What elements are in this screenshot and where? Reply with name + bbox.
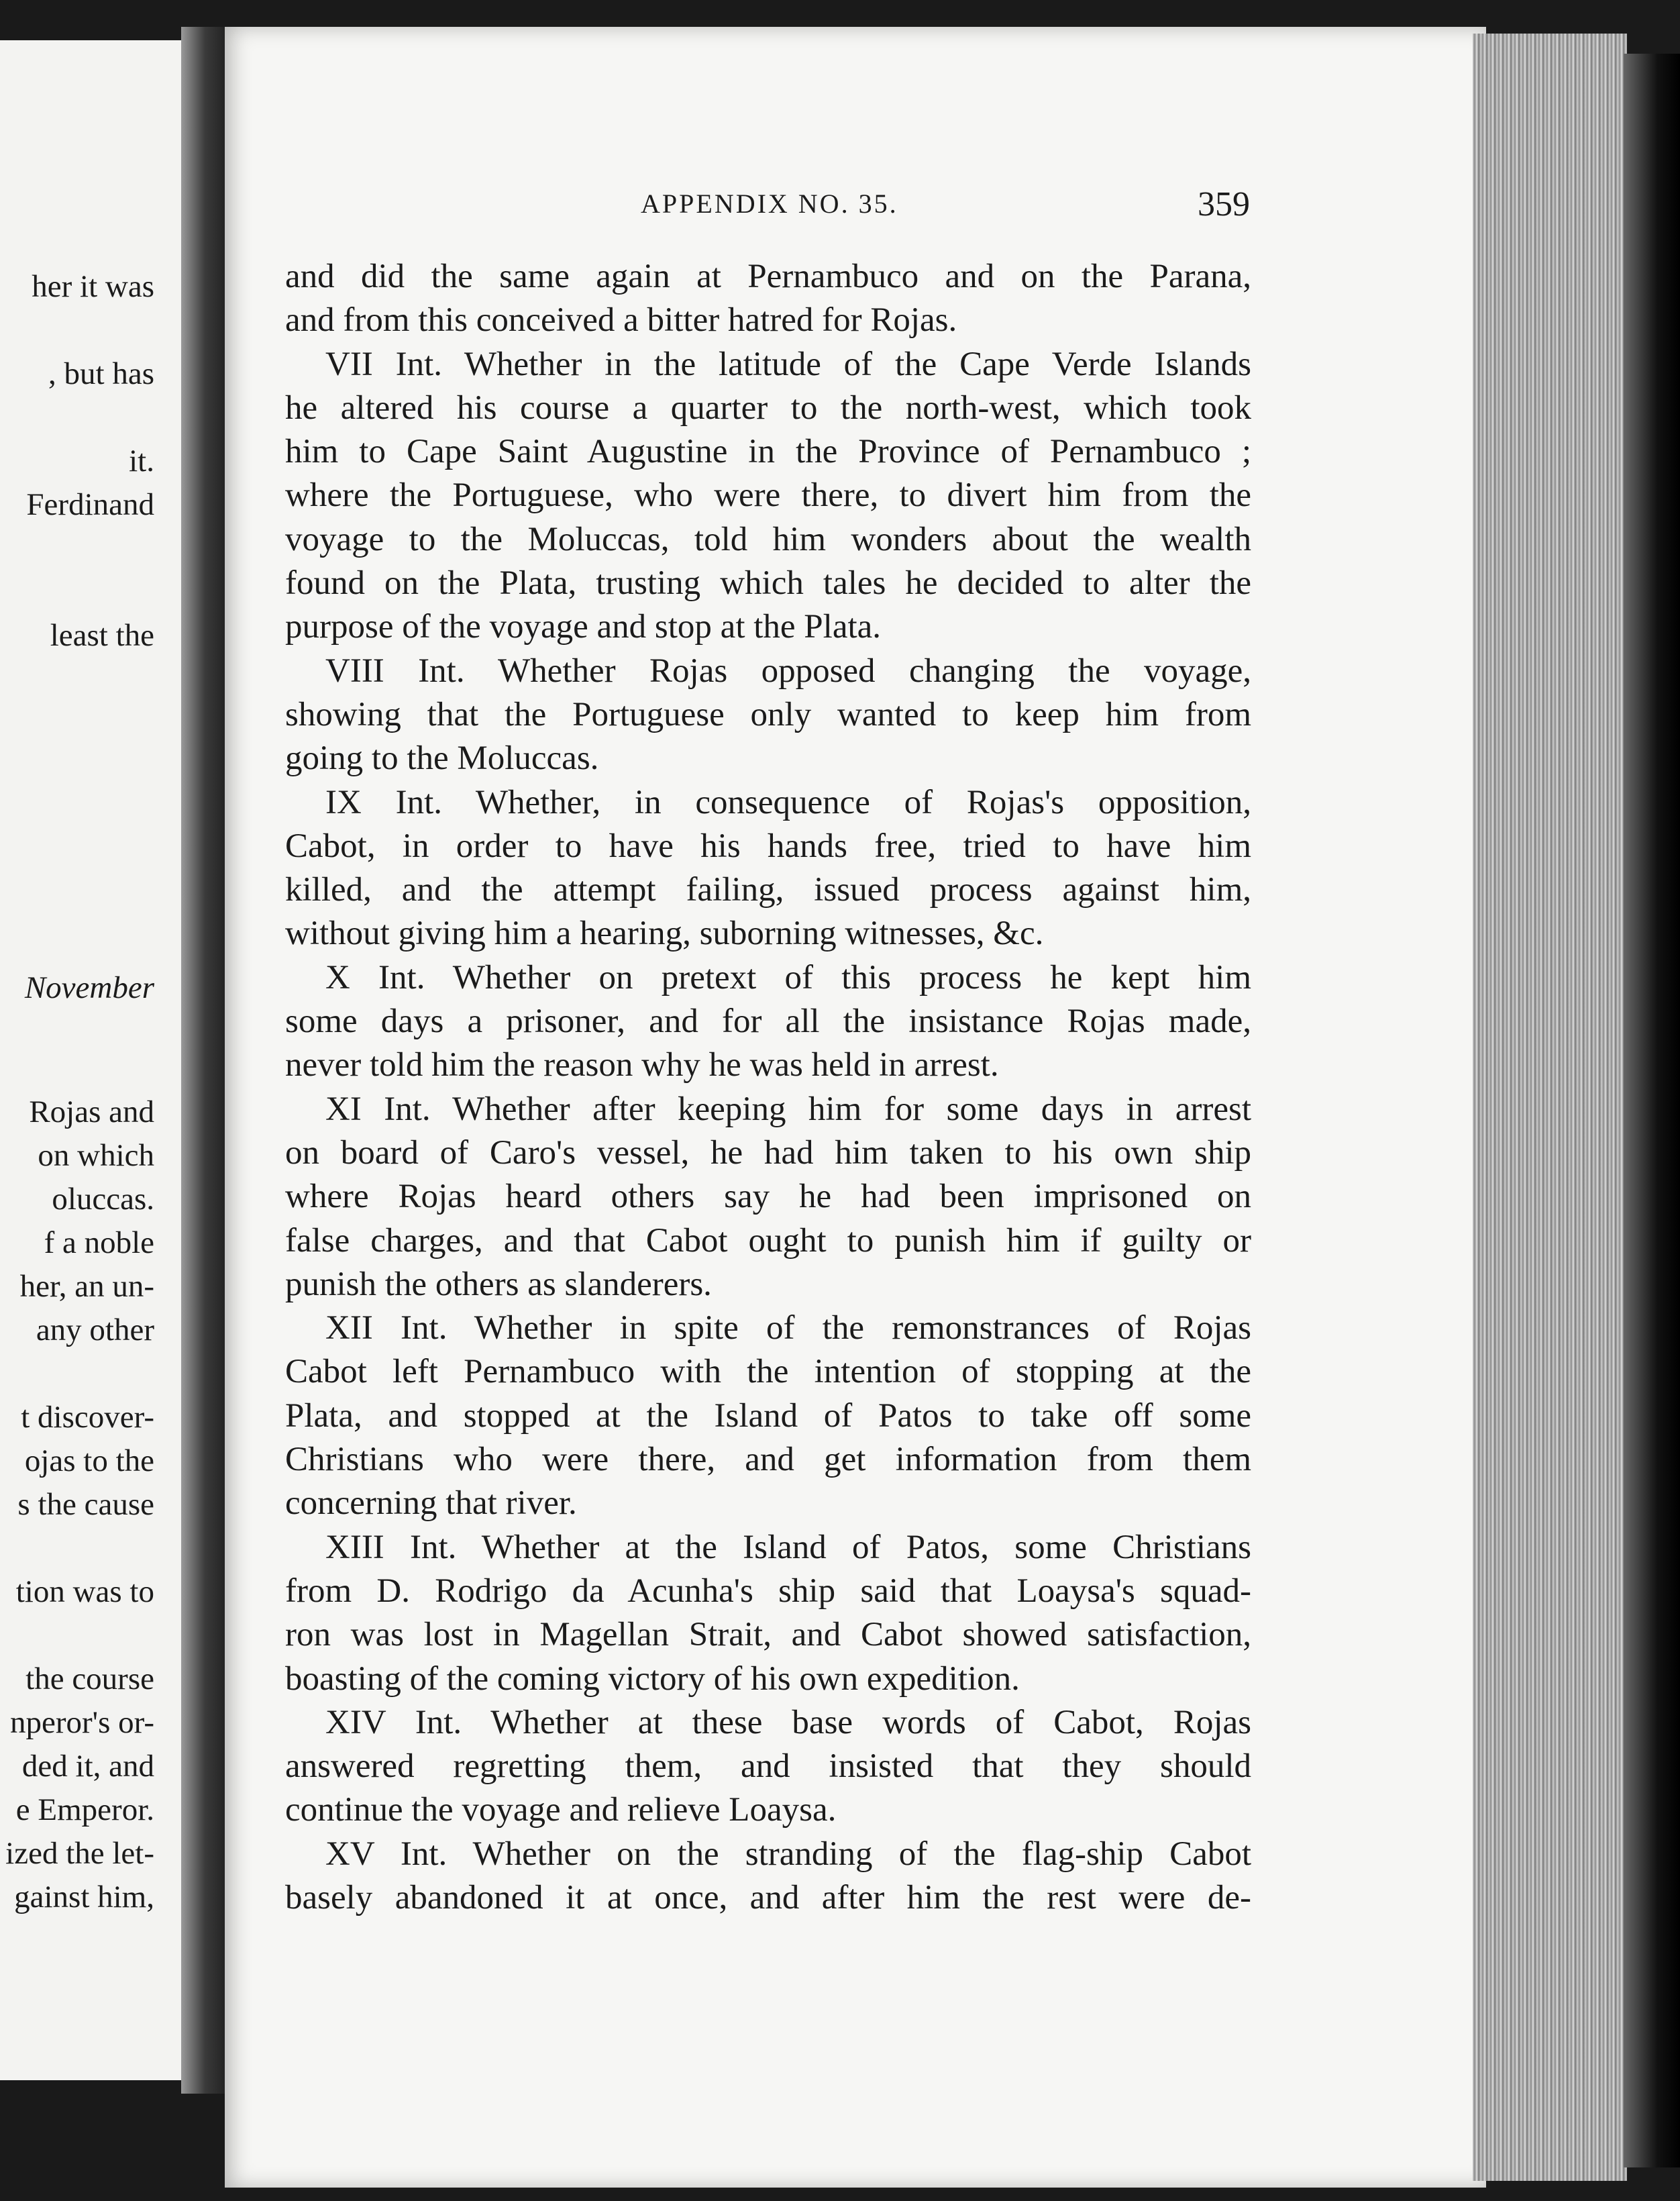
text-line: without giving him a hearing, suborning witnesses, &c. xyxy=(285,915,1044,953)
left-page-line: t discover- xyxy=(21,1400,154,1435)
text-line: voyage to the Moluccas, told him wonders about the wealth xyxy=(285,520,1251,558)
text-line: some days a prisoner, and for all the insistance Rojas made, xyxy=(285,1003,1251,1041)
text-line: XII Int. Whether in spite of the remonstrances of Rojas xyxy=(325,1309,1251,1347)
page-edges xyxy=(1473,34,1627,2181)
text-line: Cabot left Pernambuco with the intention of stopping at the xyxy=(285,1353,1251,1391)
text-line: him to Cape Saint Augustine in the Province of Pernambuco ; xyxy=(285,433,1251,471)
left-page-line: least the xyxy=(50,618,154,653)
text-line: from D. Rodrigo da Acunha's ship said that Loaysa's squad- xyxy=(285,1572,1251,1610)
text-line: false charges, and that Cabot ought to punish him if guilty or xyxy=(285,1221,1251,1260)
text-line: XV Int. Whether on the stranding of the flag-ship Cabot xyxy=(325,1835,1251,1873)
left-page-line: Ferdinand xyxy=(26,487,154,522)
left-page-line: e Emperor. xyxy=(15,1792,154,1827)
left-page-line: oluccas. xyxy=(52,1182,154,1217)
text-line: going to the Moluccas. xyxy=(285,739,599,778)
left-page-line: Rojas and xyxy=(29,1094,154,1129)
left-page-line: it. xyxy=(129,444,154,478)
left-page-line: her, an un- xyxy=(19,1269,154,1304)
running-title: APPENDIX NO. 35. xyxy=(641,189,898,219)
text-line: Christians who were there, and get information from them xyxy=(285,1441,1251,1479)
text-line: on board of Caro's vessel, he had him taken to his own ship xyxy=(285,1133,1251,1172)
text-line: found on the Plata, trusting which tales he decided to alter the xyxy=(285,564,1251,603)
book-outer-edge xyxy=(1624,54,1680,2167)
text-line: purpose of the voyage and stop at the Plata. xyxy=(285,608,882,646)
text-line: ron was lost in Magellan Strait, and Cabot showed satisfaction, xyxy=(285,1616,1251,1654)
text-line: where Rojas heard others say he had been imprisoned on xyxy=(285,1178,1251,1216)
left-page-line: ojas to the xyxy=(24,1443,154,1478)
text-line: concerning that river. xyxy=(285,1484,577,1523)
text-line: and did the same again at Pernambuco and on the Parana, xyxy=(285,258,1251,295)
text-line: XIII Int. Whether at the Island of Patos, some Christians xyxy=(325,1528,1251,1566)
text-line: VIII Int. Whether Rojas opposed changing the voyage, xyxy=(325,652,1251,690)
text-line: X Int. Whether on pretext of this process he kept him xyxy=(325,958,1251,996)
text-line: boasting of the coming victory of his own expedition. xyxy=(285,1659,1020,1698)
text-line: Cabot, in order to have his hands free, tried to have him xyxy=(285,827,1251,865)
left-page-line: her it was xyxy=(32,269,154,304)
text-line: VII Int. Whether in the latitude of the Cape Verde Islands xyxy=(325,345,1251,383)
left-page-line: f a noble xyxy=(44,1225,154,1260)
text-line: XIV Int. Whether at these base words of Cabot, Rojas xyxy=(325,1703,1251,1741)
page-body-text xyxy=(285,255,1251,1920)
left-page-line: on which xyxy=(38,1138,154,1173)
text-line: XI Int. Whether after keeping him for some days in arrest xyxy=(325,1090,1251,1128)
text-line: never told him the reason why he was held in arrest. xyxy=(285,1046,999,1084)
left-page-line: s the cause xyxy=(17,1487,154,1522)
left-page-line: ded it, and xyxy=(21,1749,154,1784)
left-page-line: ized the let- xyxy=(5,1836,154,1871)
left-page-line: the course xyxy=(25,1661,154,1696)
text-line: IX Int. Whether, in consequence of Rojas's opposition, xyxy=(325,783,1251,821)
text-line: where the Portuguese, who were there, to divert him from the xyxy=(285,476,1251,515)
text-line: he altered his course a quarter to the north-west, which took xyxy=(285,389,1251,427)
text-line: answered regretting them, and insisted that they should xyxy=(285,1747,1251,1786)
left-page-line: nperor's or- xyxy=(9,1705,154,1740)
text-line: basely abandoned it at once, and after him the rest were de- xyxy=(285,1878,1251,1916)
left-page-line: , but has xyxy=(48,356,154,391)
text-line: and from this conceived a bitter hatred for Rojas. xyxy=(285,301,957,340)
text-line: killed, and the attempt failing, issued process against him, xyxy=(285,871,1251,909)
left-page-line: November xyxy=(24,970,154,1005)
left-page-line: gainst him, xyxy=(14,1880,154,1914)
left-page-line: any other xyxy=(36,1313,154,1347)
text-line: Plata, and stopped at the Island of Patos to take off some xyxy=(285,1396,1251,1435)
page-number: 359 xyxy=(1198,185,1250,223)
text-line: showing that the Portuguese only wanted to keep him from xyxy=(285,695,1251,733)
left-page-line: tion was to xyxy=(15,1574,154,1609)
text-line: punish the others as slanderers. xyxy=(285,1265,712,1303)
text-line: continue the voyage and relieve Loaysa. xyxy=(285,1791,837,1829)
